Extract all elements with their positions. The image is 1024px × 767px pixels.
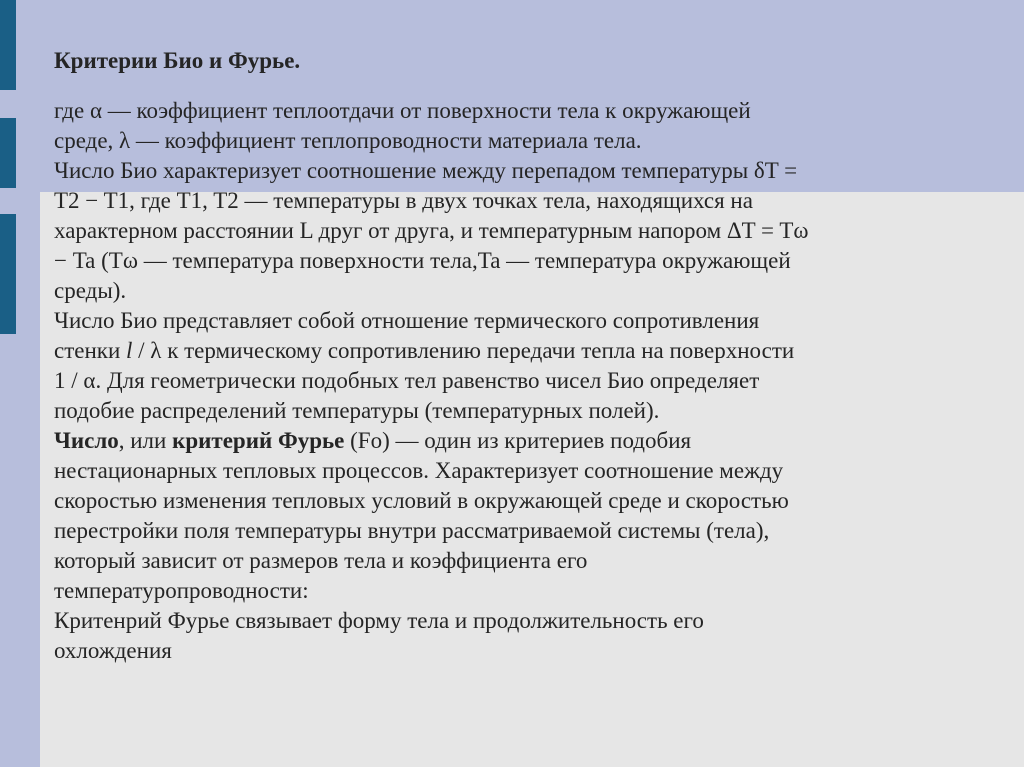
text-segment: (Fo) — один из критериев подобия нестационарных тепловых процессов. Характеризует соотношение между скоростью изменения тепловых условий в окружающей среде и скоростью перестройки поля температуры внутри рассматриваемой системы (тела), который зависит от размеров тела и коэффициента его температуропроводности: (54, 428, 789, 603)
paragraph-fourier-summary: Критенрий Фурье связывает форму тела и продолжительность его охлождения (54, 608, 704, 663)
paragraph-bio-resistance (54, 306, 984, 426)
accent-bar-lower (0, 214, 16, 334)
slide-title: Критерии Био и Фурье. (54, 48, 301, 73)
bold-term-fourier: критерий Фурье (172, 428, 345, 453)
text-segment: Число Био представляет собой отношение термического сопротивления стенки (54, 308, 760, 363)
bold-term-number: Число (54, 428, 119, 453)
slide-content (54, 46, 984, 666)
paragraph-fourier (54, 426, 984, 606)
accent-bar-middle (0, 118, 16, 188)
text-segment: / λ к термическому сопротивлению передачи тепла на поверхности 1 / α. Для геометрически подобных тел равенство чисел Био определяет подобие распределений температуры (температурных полей). (54, 338, 795, 423)
variable-l: l (126, 338, 133, 363)
text-segment: , или (118, 428, 173, 453)
paragraph-definitions: где α — коэффициент теплоотдачи от поверхности тела к окружающей среде, λ — коэффициент теплопроводности материала тела. (54, 98, 751, 153)
accent-bar-top (0, 0, 16, 90)
paragraph-bio-ratio: Число Био характеризует соотношение между перепадом температуры δT = T2 − T1, где T1, T2 — температуры в двух точках тела, находящихся на характерном расстоянии L друг от друга, и температурным напором ΔT = Tω − Ta (Tω — температура поверхности тела,Ta — температура окружающей среды). (54, 158, 809, 303)
